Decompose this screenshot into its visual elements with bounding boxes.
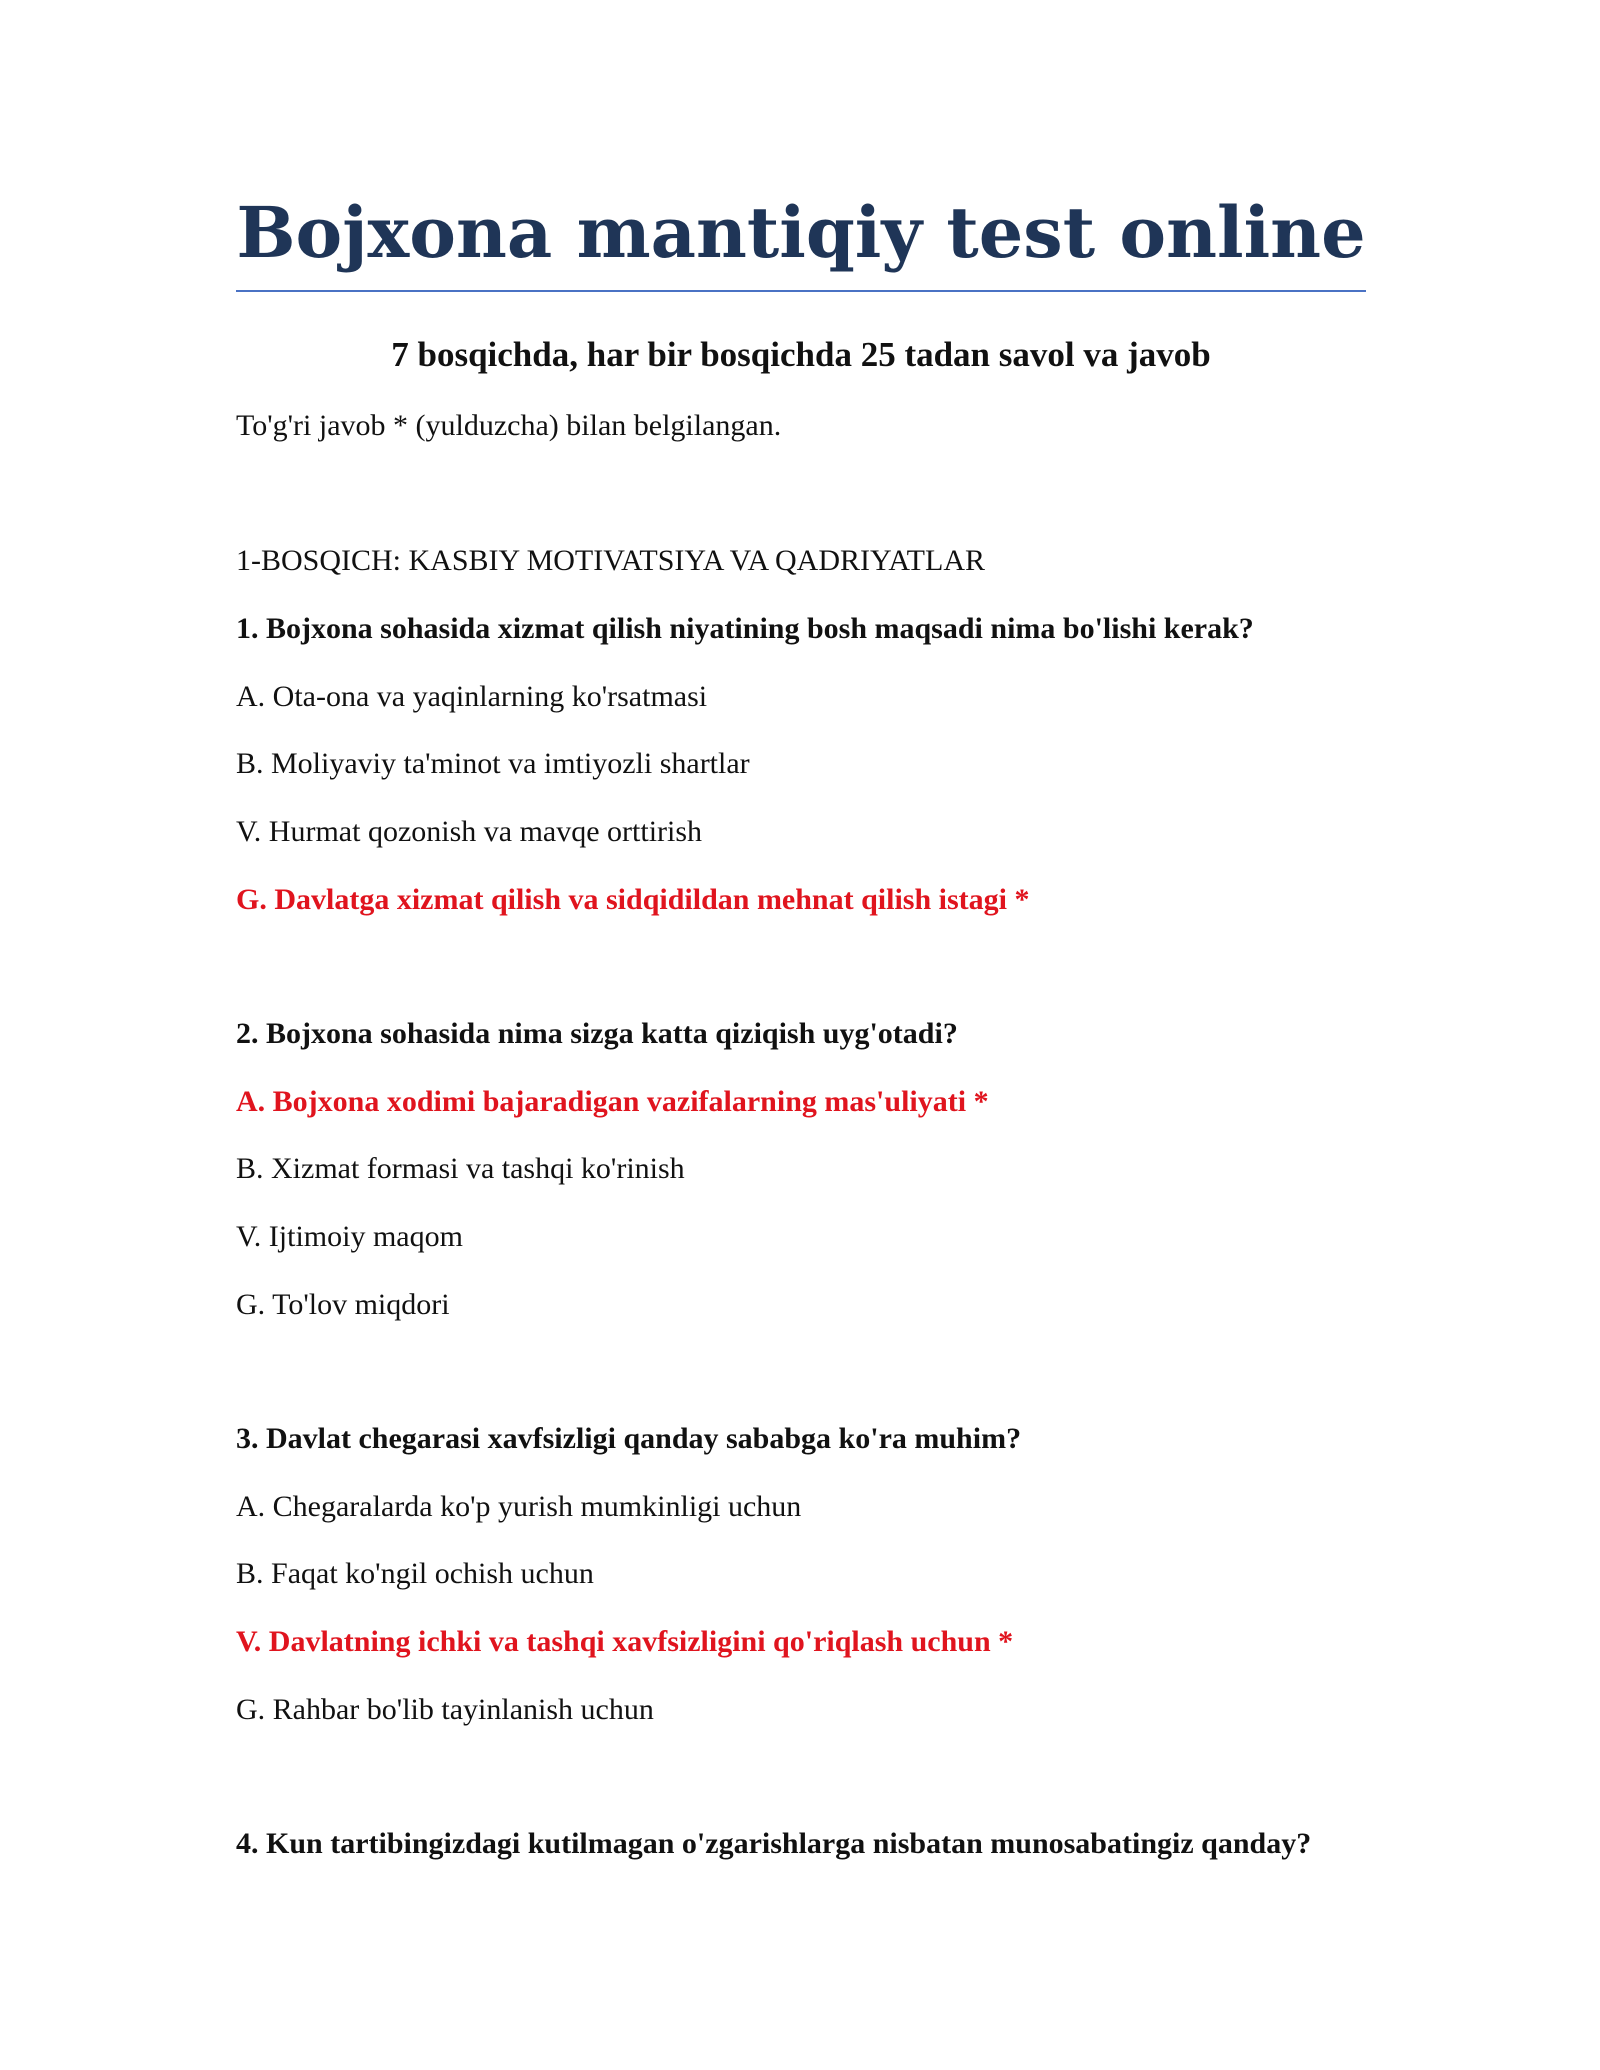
question-1-option-g-correct: G. Davlatga xizmat qilish va sidqidildan mehnat qilish istagi * xyxy=(236,883,1030,916)
question-1: 1. Bojxona sohasida xizmat qilish niyatining bosh maqsadi nima bo'lishi kerak? xyxy=(236,612,1254,645)
question-2-option-b: B. Xizmat formasi va tashqi ko'rinish xyxy=(236,1152,685,1185)
question-1-option-v: V. Hurmat qozonish va mavqe orttirish xyxy=(236,815,703,848)
question-3: 3. Davlat chegarasi xavfsizligi qanday sababga ko'ra muhim? xyxy=(236,1422,1022,1455)
question-4: 4. Kun tartibingizdagi kutilmagan o'zgarishlarga nisbatan munosabatingiz qanday? xyxy=(236,1827,1312,1860)
question-2: 2. Bojxona sohasida nima sizga katta qiziqish uyg'otadi? xyxy=(236,1017,958,1050)
title-underline xyxy=(236,290,1366,292)
question-3-option-a: A. Chegaralarda ko'p yurish mumkinligi uchun xyxy=(236,1490,802,1523)
question-1-option-b: B. Moliyaviy ta'minot va imtiyozli shartlar xyxy=(236,747,750,780)
question-1-option-a: A. Ota-ona va yaqinlarning ko'rsatmasi xyxy=(236,680,708,713)
question-2-option-a-correct: A. Bojxona xodimi bajaradigan vazifalarning mas'uliyati * xyxy=(236,1085,989,1118)
page-title: Bojxona mantiqiy test online xyxy=(236,191,1366,274)
question-3-option-g: G. Rahbar bo'lib tayinlanish uchun xyxy=(236,1693,654,1726)
question-3-option-v-correct: V. Davlatning ichki va tashqi xavfsizligini qo'riqlash uchun * xyxy=(236,1625,1014,1658)
question-2-option-v: V. Ijtimoiy maqom xyxy=(236,1220,463,1253)
page-subtitle: 7 bosqichda, har bir bosqichda 25 tadan savol va javob xyxy=(391,335,1211,374)
question-3-option-b: B. Faqat ko'ngil ochish uchun xyxy=(236,1557,594,1590)
answer-key-note: To'g'ri javob * (yulduzcha) bilan belgilangan. xyxy=(236,409,782,442)
stage-heading: 1-BOSQICH: KASBIY MOTIVATSIYA VA QADRIYATLAR xyxy=(236,544,985,577)
question-2-option-g: G. To'lov miqdori xyxy=(236,1288,450,1321)
